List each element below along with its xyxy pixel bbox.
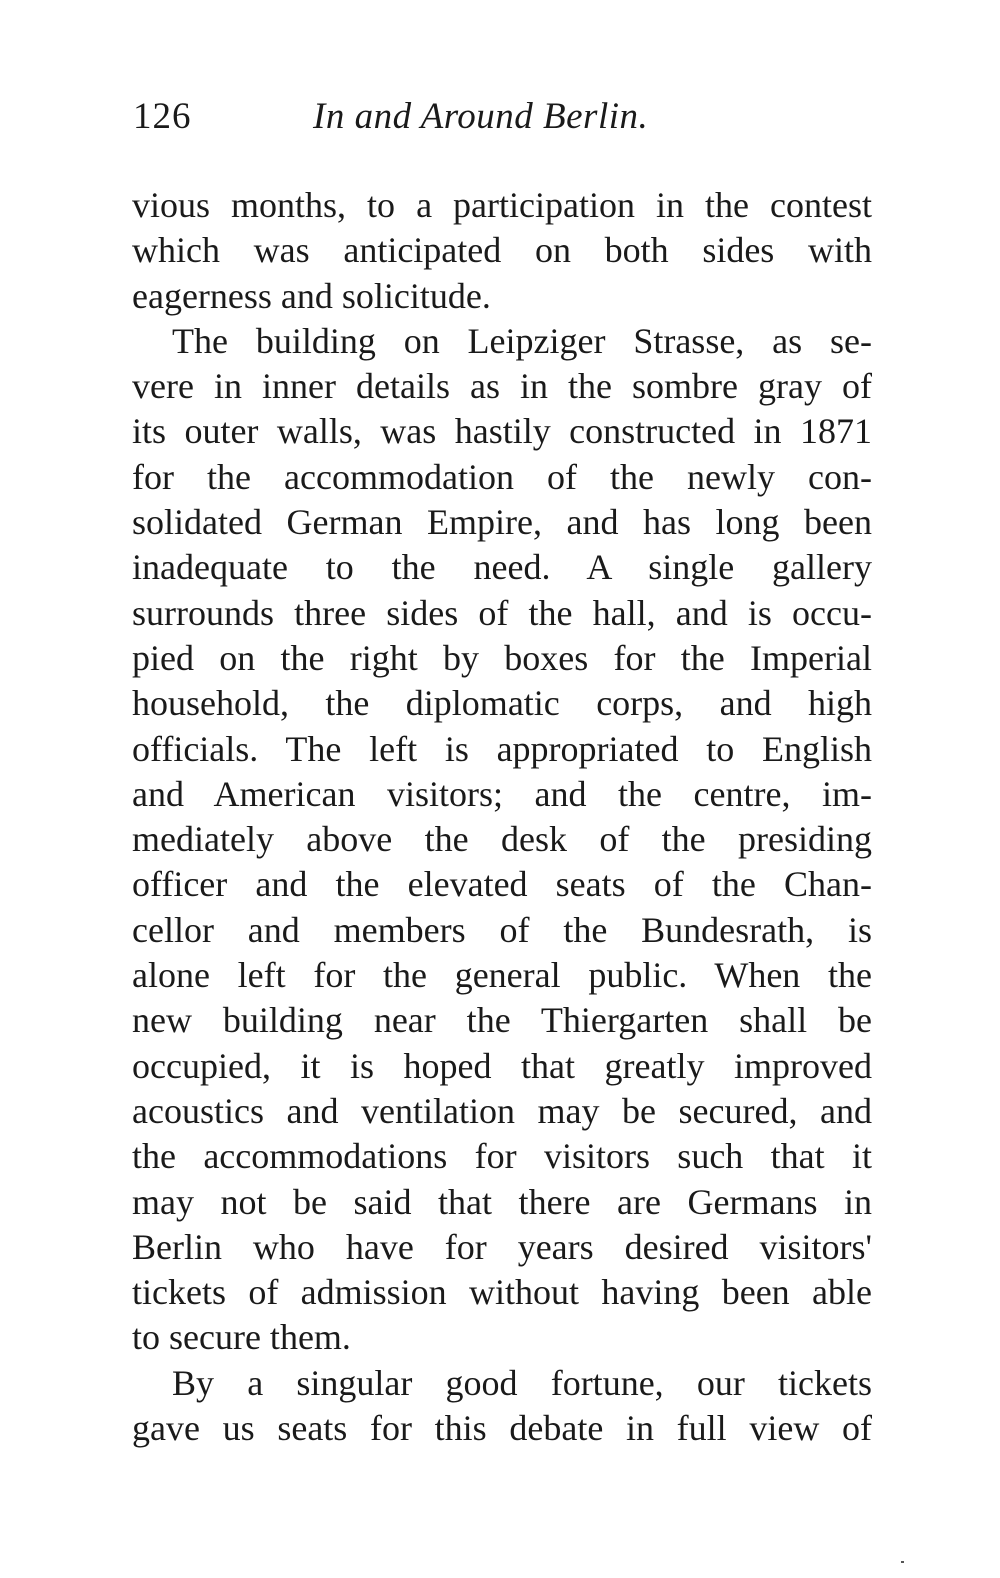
text-line: household, the diplomatic corps, and high <box>132 683 872 724</box>
text-line: vious months, to a participation in the contest <box>132 185 872 225</box>
text-line: eagerness and solicitude. <box>132 275 491 316</box>
text-line: for the accommodation of the newly con- <box>132 456 872 497</box>
text-line: to secure them. <box>132 1317 351 1358</box>
text-line: which was anticipated on both sides with <box>132 230 872 271</box>
text-line: and American visitors; and the centre, im- <box>132 773 872 814</box>
text-line: vere in inner details as in the sombre gray of <box>132 366 872 407</box>
text-line: may not be said that there are Germans in <box>132 1181 872 1222</box>
text-line: pied on the right by boxes for the Imperial <box>132 637 872 678</box>
text-line: The building on Leipziger Strasse, as se- <box>172 320 872 361</box>
text-line: cellor and members of the Bundesrath, is <box>132 909 872 950</box>
text-line: mediately above the desk of the presiding <box>132 819 872 860</box>
text-line: officials. The left is appropriated to English <box>132 728 872 769</box>
text-line: acoustics and ventilation may be secured, and <box>132 1090 872 1131</box>
text-line: gave us seats for this debate in full view of <box>132 1408 872 1449</box>
text-line: occupied, it is hoped that greatly improved <box>132 1045 872 1086</box>
text-line: the accommodations for visitors such that it <box>132 1136 872 1177</box>
text-line: officer and the elevated seats of the Chan- <box>132 864 872 905</box>
text-line: alone left for the general public. When the <box>132 955 872 996</box>
text-line: inadequate to the need. A single gallery <box>132 547 872 588</box>
text-line: solidated German Empire, and has long been <box>132 502 872 543</box>
page-number: 126 <box>133 96 192 137</box>
running-title: In and Around Berlin. <box>313 96 649 137</box>
text-line: tickets of admission without having been able <box>132 1272 872 1313</box>
text-line: its outer walls, was hastily constructed in 1871 <box>132 411 872 452</box>
page-header <box>133 92 873 142</box>
print-speck <box>901 1561 904 1563</box>
text-line: Berlin who have for years desired visitors' <box>132 1226 872 1267</box>
body-text <box>132 183 872 1451</box>
text-line: By a singular good fortune, our tickets <box>172 1362 872 1403</box>
text-line: new building near the Thiergarten shall be <box>132 1000 872 1041</box>
text-line: surrounds three sides of the hall, and is occu- <box>132 592 872 633</box>
